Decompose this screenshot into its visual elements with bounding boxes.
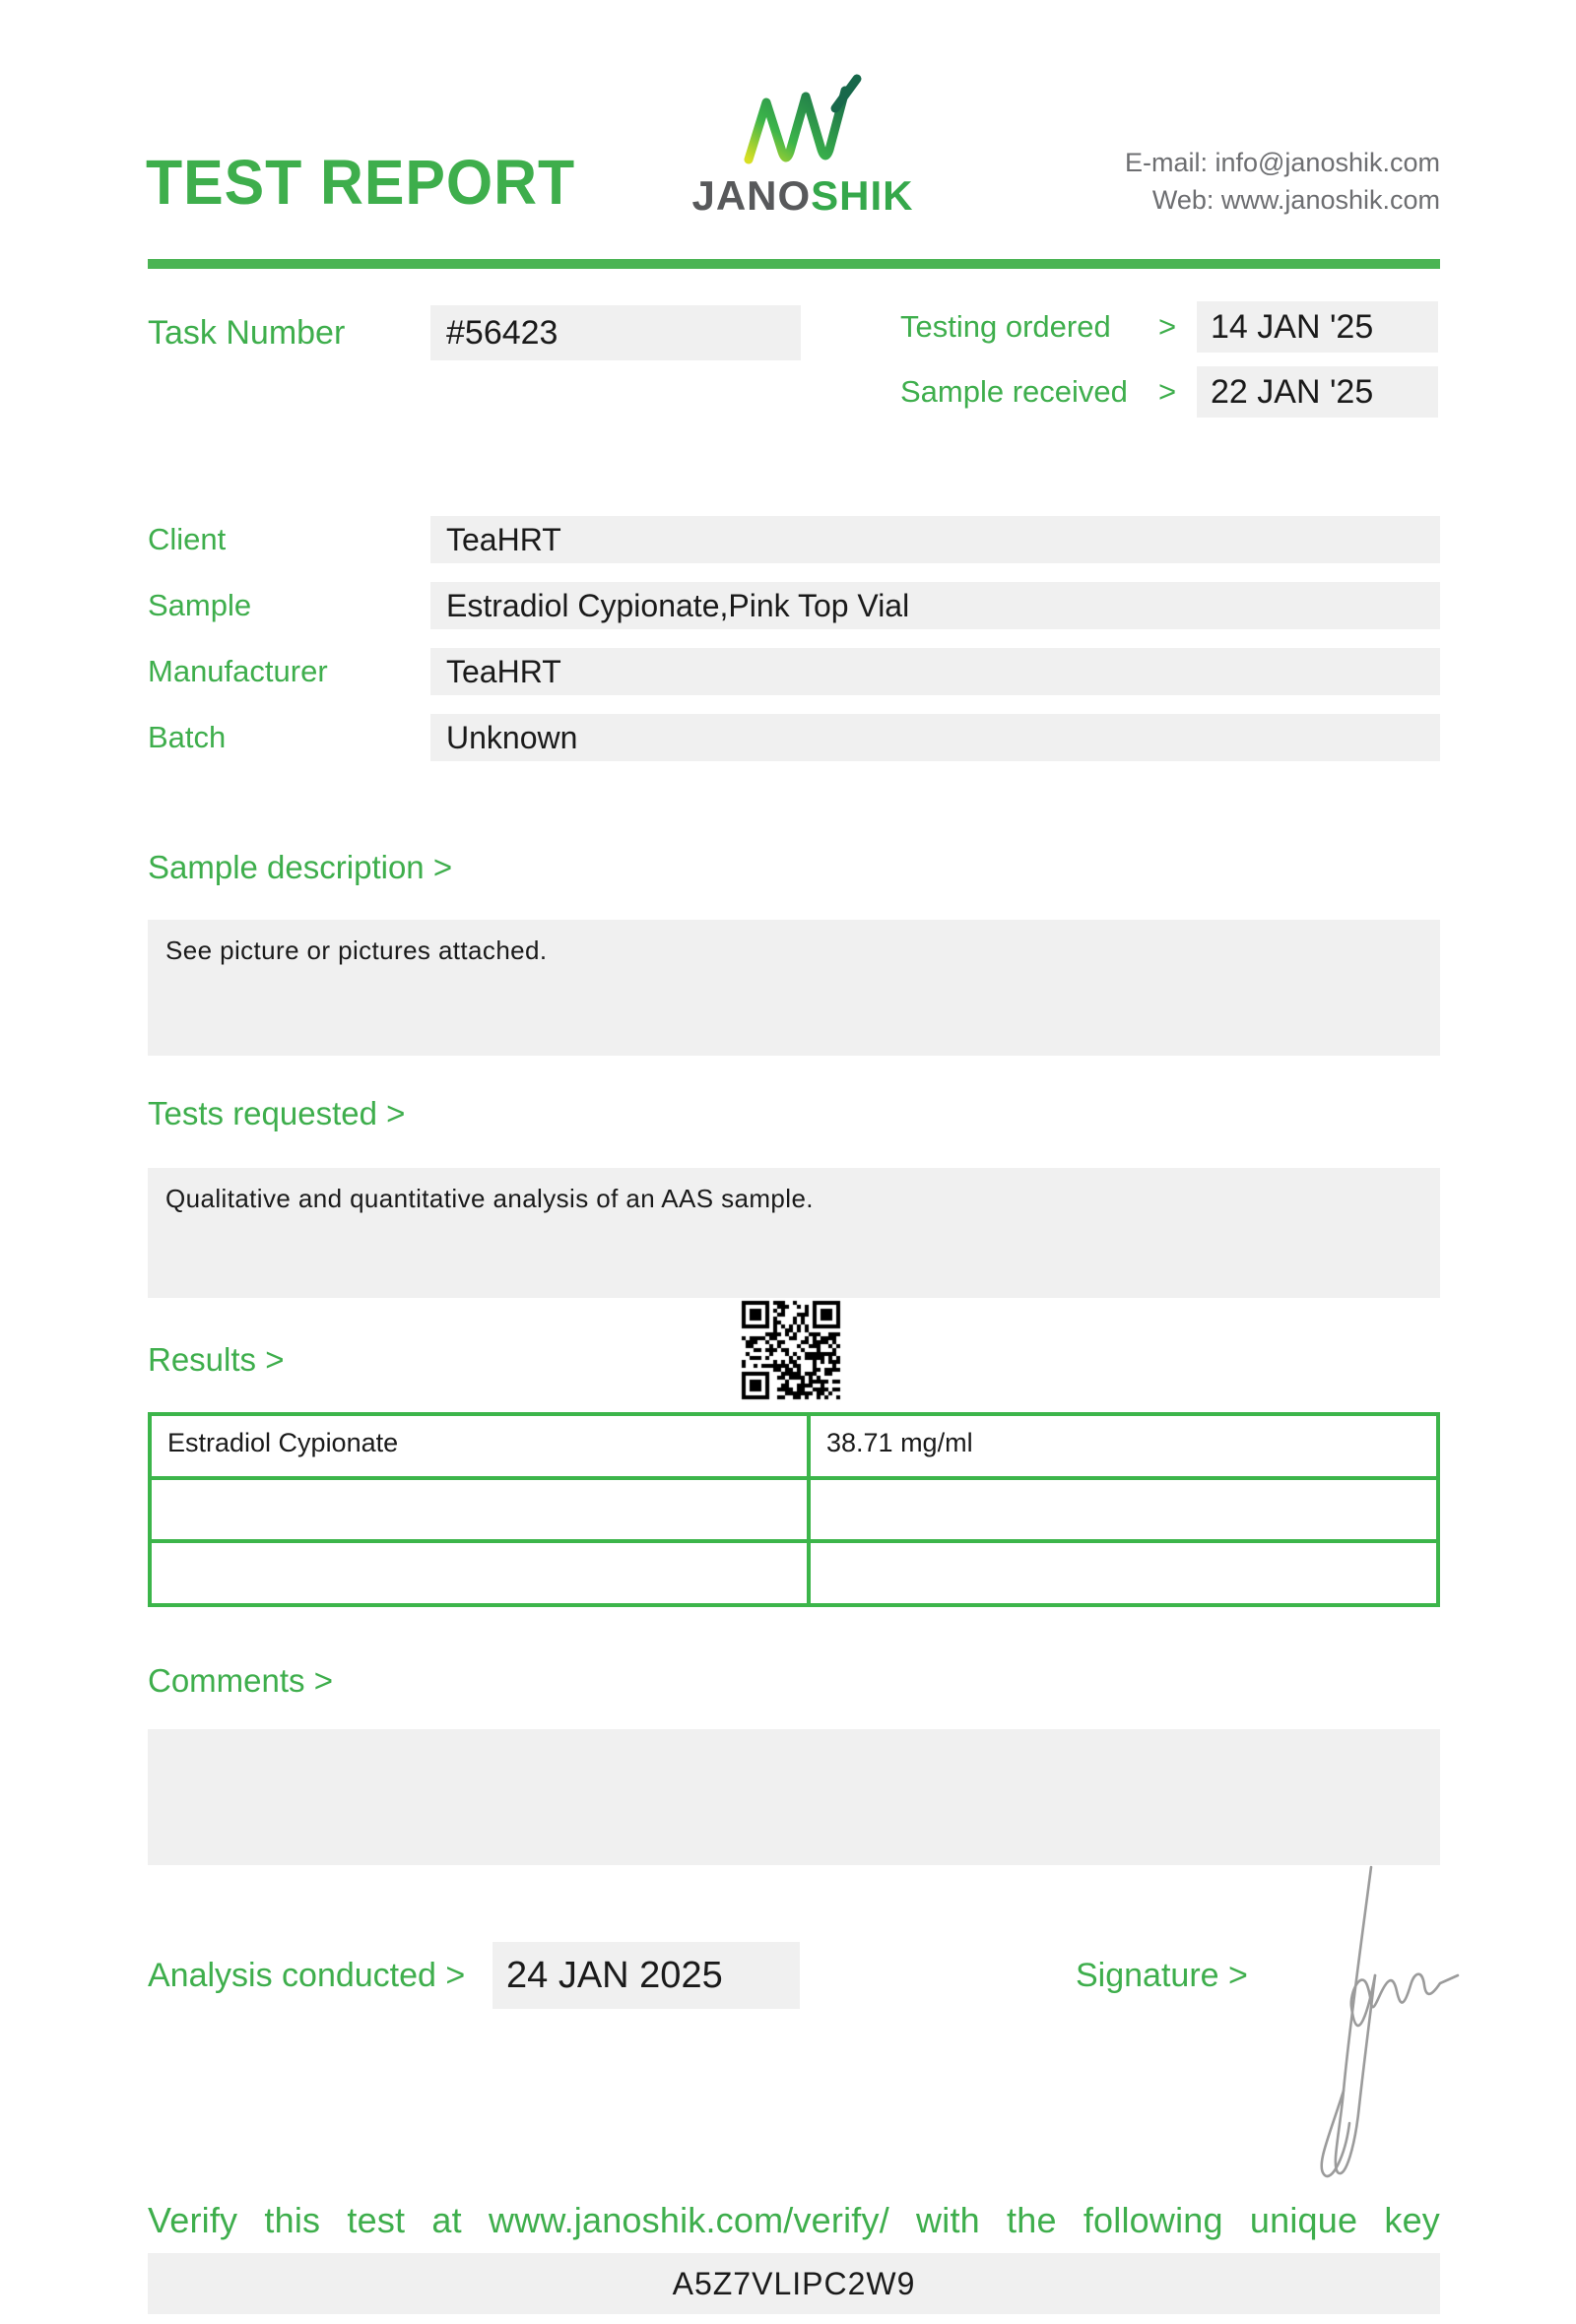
batch-label: Batch — [148, 720, 227, 754]
testing-ordered-label: Testing ordered — [900, 309, 1111, 344]
sample-received-value: 22 JAN '25 — [1197, 366, 1438, 418]
brand-name — [680, 172, 926, 220]
result-value-cell: 38.71 mg/ml — [811, 1416, 1436, 1476]
brand-name-green: SHIK — [811, 172, 914, 219]
contact-email: E-mail: info@janoshik.com — [1124, 148, 1440, 177]
tests-requested-text: Qualitative and quantitative analysis of an AAS sample. — [165, 1184, 814, 1213]
manufacturer-label: Manufacturer — [148, 654, 328, 688]
manufacturer-value: TeaHRT — [430, 648, 1440, 695]
sample-description-text: See picture or pictures attached. — [165, 936, 548, 965]
sample-received-arrow: > — [1158, 374, 1177, 409]
results-heading: Results > — [148, 1341, 285, 1378]
analysis-conducted-label: Analysis conducted > — [148, 1957, 466, 1994]
result-value-cell — [811, 1480, 1436, 1540]
qr-code — [741, 1300, 841, 1400]
testing-ordered-value: 14 JAN '25 — [1197, 301, 1438, 353]
sample-label: Sample — [148, 588, 252, 622]
task-number-value: #56423 — [430, 305, 801, 360]
tests-requested-heading: Tests requested > — [148, 1095, 406, 1131]
comments-heading: Comments > — [148, 1662, 333, 1699]
tests-requested-box — [148, 1168, 1440, 1298]
sample-description-heading: Sample description > — [148, 849, 453, 885]
client-value: TeaHRT — [430, 516, 1440, 563]
client-label: Client — [148, 522, 227, 556]
result-analyte-cell: Estradiol Cypionate — [152, 1416, 807, 1476]
signature-label: Signature > — [1076, 1957, 1248, 1994]
verify-instruction: Verify this test at www.janoshik.com/verify/ with the following unique key — [148, 2200, 1440, 2240]
sample-description-box — [148, 920, 1440, 1056]
comments-box — [148, 1729, 1440, 1865]
unique-key-value: A5Z7VLIPC2W9 — [148, 2253, 1440, 2314]
page-title: TEST REPORT — [146, 147, 576, 218]
contact-web: Web: www.janoshik.com — [1151, 185, 1440, 215]
result-value-cell — [811, 1543, 1436, 1603]
result-analyte-cell — [152, 1480, 807, 1540]
task-number-label: Task Number — [148, 314, 346, 352]
brand-name-gray: JANO — [691, 172, 812, 219]
brand-logo — [680, 69, 926, 220]
contact-info — [1125, 144, 1440, 219]
sample-value: Estradiol Cypionate,Pink Top Vial — [430, 582, 1440, 629]
result-analyte-cell — [152, 1543, 807, 1603]
sample-received-label: Sample received — [900, 374, 1128, 409]
results-table — [148, 1412, 1440, 1607]
batch-value: Unknown — [430, 714, 1440, 761]
header-divider — [148, 259, 1440, 269]
growth-chart-icon — [741, 69, 865, 165]
signature-icon — [1310, 1859, 1487, 2199]
analysis-conducted-value: 24 JAN 2025 — [492, 1942, 800, 2009]
testing-ordered-arrow: > — [1158, 309, 1177, 344]
